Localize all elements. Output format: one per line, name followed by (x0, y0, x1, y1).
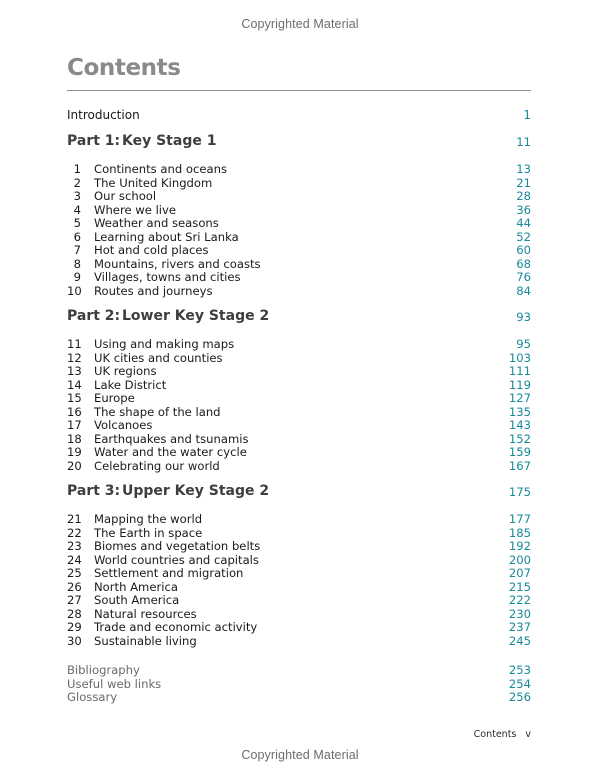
toc-entry-glossary[interactable] (67, 690, 531, 704)
chapter-page: 152 (508, 431, 531, 446)
chapter-page: 245 (508, 633, 531, 648)
footer-label: Contents (473, 729, 517, 740)
chapter-number: 15 (67, 391, 82, 405)
title-divider (67, 90, 531, 91)
chapter-title: Weather and seasons (94, 216, 219, 230)
chapter-title: Hot and cold places (94, 243, 209, 257)
chapter-page: 60 (516, 243, 531, 257)
chapter-number: 1 (73, 162, 81, 176)
watermark-top: Copyrighted Material (241, 17, 359, 31)
chapter-title: The shape of the land (94, 404, 221, 419)
chapter-title: Sustainable living (94, 633, 197, 648)
chapter-number: 14 (67, 377, 82, 392)
toc-chapter[interactable] (67, 257, 531, 271)
chapter-title: Lake District (94, 377, 167, 392)
toc-chapter[interactable] (67, 284, 531, 298)
part-heading-2[interactable] (67, 308, 531, 325)
chapter-page: 52 (516, 229, 531, 244)
chapter-page: 127 (508, 391, 531, 405)
chapter-page: 167 (508, 458, 531, 473)
toc-chapter[interactable] (67, 593, 531, 607)
chapter-title: Settlement and migration (94, 566, 244, 580)
part-heading-1[interactable] (67, 133, 531, 150)
toc-chapter[interactable] (67, 432, 531, 446)
chapter-number: 12 (67, 350, 82, 365)
toc-chapter[interactable] (67, 526, 531, 540)
chapter-title: Continents and oceans (94, 162, 227, 176)
chapter-title: Our school (94, 189, 157, 203)
chapter-number: 19 (67, 445, 82, 459)
chapter-page: 103 (508, 350, 531, 365)
toc-chapter[interactable] (67, 580, 531, 594)
entry-title: Useful web links (67, 676, 162, 691)
toc-chapter[interactable] (67, 243, 531, 257)
toc-entry-introduction[interactable] (67, 108, 531, 122)
chapter-page: 28 (516, 189, 531, 203)
chapter-number: 3 (73, 189, 81, 203)
chapter-number: 30 (67, 633, 82, 648)
toc-chapter[interactable] (67, 459, 531, 473)
chapter-number: 5 (73, 216, 81, 230)
chapter-page: 185 (508, 525, 531, 540)
toc-chapter[interactable] (67, 189, 531, 203)
chapter-number: 22 (67, 525, 82, 540)
chapter-page: 76 (516, 270, 531, 284)
chapter-page: 177 (508, 512, 531, 526)
chapter-title: Learning about Sri Lanka (94, 229, 239, 244)
chapter-title: South America (94, 593, 180, 607)
chapter-page: 84 (516, 283, 531, 298)
chapter-number: 26 (67, 579, 82, 594)
chapter-number: 25 (67, 566, 82, 580)
entry-title: Glossary (67, 690, 118, 704)
running-footer (474, 729, 531, 740)
chapter-page: 215 (508, 579, 531, 594)
toc-chapter[interactable] (67, 364, 531, 378)
chapter-page: 111 (508, 364, 531, 378)
toc-chapter[interactable] (67, 566, 531, 580)
toc-chapter[interactable] (67, 216, 531, 230)
chapter-number: 2 (73, 175, 81, 190)
toc-chapter[interactable] (67, 337, 531, 351)
toc-chapter[interactable] (67, 176, 531, 190)
toc-chapter[interactable] (67, 539, 531, 553)
chapter-number: 28 (67, 606, 82, 621)
chapter-number: 20 (67, 458, 82, 473)
chapter-title: World countries and capitals (94, 552, 259, 567)
chapter-number: 7 (73, 243, 81, 257)
toc-chapter[interactable] (67, 553, 531, 567)
chapter-title: Natural resources (94, 606, 197, 621)
toc-chapter[interactable] (67, 351, 531, 365)
part-label: Part 1: (67, 133, 121, 149)
chapter-title: UK cities and counties (94, 350, 223, 365)
part-label: Part 2: (67, 308, 121, 324)
chapter-number: 9 (73, 270, 81, 284)
chapter-number: 23 (67, 539, 82, 553)
chapter-number: 18 (67, 431, 82, 446)
toc-chapter[interactable] (67, 230, 531, 244)
chapter-title: UK regions (94, 364, 157, 378)
toc-chapter[interactable] (67, 405, 531, 419)
chapter-page: 237 (508, 620, 531, 634)
toc-chapter[interactable] (67, 418, 531, 432)
part-page: 11 (516, 135, 531, 149)
toc-chapter[interactable] (67, 620, 531, 634)
toc-chapter[interactable] (67, 162, 531, 176)
chapter-page: 44 (516, 216, 531, 230)
chapter-number: 24 (67, 552, 82, 567)
chapter-page: 68 (516, 256, 531, 271)
chapter-number: 4 (73, 202, 81, 217)
chapter-title: Where we live (94, 202, 177, 217)
toc-entry-bibliography[interactable] (67, 663, 531, 677)
part-page: 175 (508, 485, 531, 499)
chapter-title: Earthquakes and tsunamis (94, 431, 249, 446)
chapter-number: 17 (67, 418, 82, 432)
chapter-title: Using and making maps (94, 337, 235, 351)
chapter-page: 207 (508, 566, 531, 580)
part-page: 93 (516, 310, 531, 324)
chapter-page: 95 (516, 337, 531, 351)
part-label: Part 3: (67, 483, 121, 499)
chapter-page: 135 (508, 404, 531, 419)
chapter-title: Mountains, rivers and coasts (94, 256, 261, 271)
chapter-title: Europe (94, 391, 135, 405)
chapter-title: The Earth in space (94, 525, 203, 540)
chapter-number: 11 (67, 337, 82, 351)
chapter-number: 6 (73, 229, 81, 244)
chapter-title: Celebrating our world (94, 458, 220, 473)
chapter-page: 222 (508, 593, 531, 607)
watermark-bottom: Copyrighted Material (241, 748, 359, 762)
chapter-page: 143 (508, 418, 531, 432)
chapter-page: 36 (516, 202, 531, 217)
toc-entry-web-links[interactable] (67, 677, 531, 691)
part-title: Key Stage 1 (122, 133, 217, 149)
chapter-page: 13 (516, 162, 531, 176)
chapter-title: Mapping the world (94, 512, 203, 526)
entry-title: Bibliography (67, 663, 140, 677)
toc-chapter[interactable] (67, 634, 531, 648)
entry-title: Introduction (67, 108, 140, 122)
toc-chapter[interactable] (67, 512, 531, 526)
entry-page: 253 (508, 663, 531, 677)
chapter-number: 13 (67, 364, 82, 378)
entry-page: 256 (508, 690, 531, 704)
chapter-title: The United Kingdom (94, 175, 213, 190)
part-title: Lower Key Stage 2 (122, 308, 270, 324)
toc-chapter[interactable] (67, 378, 531, 392)
toc-chapter[interactable] (67, 203, 531, 217)
part-title: Upper Key Stage 2 (122, 483, 270, 499)
chapter-number: 21 (67, 512, 82, 526)
chapter-title: Water and the water cycle (94, 445, 247, 459)
chapter-page: 192 (508, 539, 531, 553)
chapter-number: 10 (67, 283, 82, 298)
chapter-number: 16 (67, 404, 82, 419)
chapter-title: North America (94, 579, 178, 594)
chapter-page: 159 (508, 445, 531, 459)
chapter-number: 29 (67, 620, 82, 634)
entry-page: 254 (508, 676, 531, 691)
chapter-title: Villages, towns and cities (94, 270, 241, 284)
part-heading-3[interactable] (67, 483, 531, 500)
page-title: Contents (67, 55, 181, 81)
chapter-number: 27 (67, 593, 82, 607)
footer-page-number: v (525, 729, 531, 740)
toc-chapter[interactable] (67, 607, 531, 621)
chapter-title: Volcanoes (94, 418, 153, 432)
toc-chapter[interactable] (67, 391, 531, 405)
chapter-title: Routes and journeys (94, 283, 213, 298)
chapter-number: 8 (73, 256, 81, 271)
chapter-title: Trade and economic activity (94, 620, 258, 634)
chapter-page: 21 (516, 175, 531, 190)
chapter-page: 230 (508, 606, 531, 621)
toc-chapter[interactable] (67, 270, 531, 284)
toc-chapter[interactable] (67, 445, 531, 459)
chapter-page: 119 (508, 377, 531, 392)
chapter-page: 200 (508, 552, 531, 567)
chapter-title: Biomes and vegetation belts (94, 539, 261, 553)
entry-page: 1 (523, 108, 531, 122)
